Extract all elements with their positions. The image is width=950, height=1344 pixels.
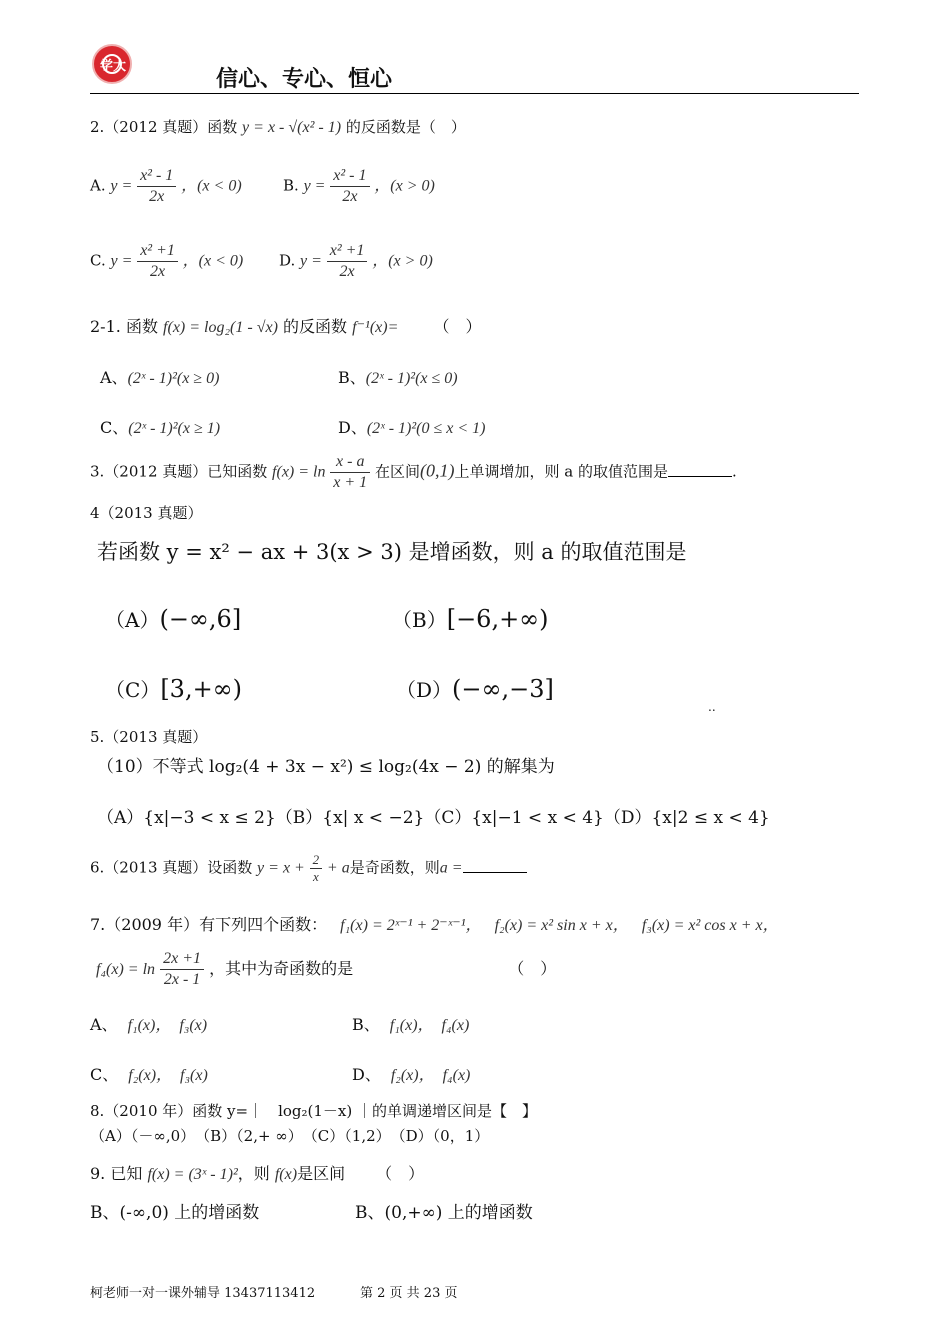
fraction: $\frac{\text{x² - 1}}{2x}$: [137, 166, 176, 207]
fraction: $\frac{\text{x² +1}}{2x}$: [137, 241, 178, 282]
q7-option-d[interactable]: D、 f₂(x)， f₄(x): [352, 1065, 471, 1084]
q4-option-a[interactable]: （A）(−∞,6]: [105, 605, 242, 633]
header-rule: [90, 93, 859, 94]
q7-option-b[interactable]: B、 f₁(x)， f₄(x): [352, 1015, 470, 1034]
q7-f4-line: f₄(x) = ln $\frac{2x +1}{2x - 1}$ ，其中为奇函数的是 （ ）: [96, 950, 557, 988]
q8-stem: 8.（2010 年）函数 y=｜ log₂(1－x) ｜的单调递增区间是【 】: [90, 1102, 537, 1120]
q4-option-c[interactable]: （C）[3,+∞): [105, 675, 243, 703]
q2-stem: 2.（2012 真题）函数 y = x - √(x² - 1) 的反函数是（ ）: [90, 118, 466, 136]
q7-option-c[interactable]: C、 f₂(x)， f₃(x): [90, 1065, 208, 1084]
q2-option-d[interactable]: D. y = $\frac{\text{x² +1}}{2x}$ ，(x > 0): [279, 242, 433, 280]
fraction: $\frac{2x +1}{2x - 1}$: [160, 949, 204, 990]
q2-option-b[interactable]: B. y = $\frac{\text{x² - 1}}{2x}$ ，(x > 0): [283, 167, 435, 205]
q5-stem: （10）不等式 log₂(4 + 3x − x²) ≤ log₂(4x − 2) 的解集为: [97, 757, 555, 777]
q4-option-b[interactable]: （B）[−6,+∞): [392, 605, 549, 633]
q2-1-option-b[interactable]: B、(2ˣ - 1)²(x ≤ 0): [338, 368, 458, 387]
header-title: 信心、专心、恒心: [216, 67, 393, 92]
footer-page-number: 第 2 页 共 23 页: [360, 1286, 458, 1301]
q2-1-stem: 2-1. 函数 f(x) = log₂(1 - √x) 的反函数 f⁻¹(x)= （ ）: [90, 317, 482, 336]
q7-option-a[interactable]: A、 f₁(x)， f₃(x): [90, 1015, 208, 1034]
q4-header: 4（2013 真题）: [90, 504, 203, 522]
q2-1-option-a[interactable]: A、(2ˣ - 1)²(x ≥ 0): [100, 368, 220, 387]
footer-contact: 柯老师一对一课外辅导 13437113412: [90, 1286, 316, 1301]
q5-options[interactable]: （A）{x|−3 < x ≤ 2}（B）{x| x < −2}（C）{x|−1 < x < 4}（D）{x|2 ≤ x < 4}: [97, 808, 770, 828]
q8-options[interactable]: （A）（－∞,0） （B）（2,+ ∞） （C）（1,2） （D）（0，1）: [90, 1127, 490, 1145]
q2-1-option-c[interactable]: C、(2ˣ - 1)²(x ≥ 1): [100, 418, 221, 437]
q2-option-a[interactable]: A. y = $\frac{\text{x² - 1}}{2x}$ ，(x < 0): [90, 167, 242, 205]
q2-1-option-d[interactable]: D、(2ˣ - 1)²(0 ≤ x < 1): [338, 418, 486, 437]
q4-option-d[interactable]: （D）(−∞,−3]: [396, 675, 554, 703]
answer-blank[interactable]: [463, 858, 527, 873]
q2-option-c[interactable]: C. y = $\frac{\text{x² +1}}{2x}$ ，(x < 0): [90, 242, 244, 280]
q5-header: 5.（2013 真题）: [90, 728, 208, 746]
q9-option-2[interactable]: B、(0,+∞) 上的增函数: [355, 1203, 533, 1223]
stray-dots: ..: [708, 700, 716, 714]
q3-stem: 3.（2012 真题）已知函数 f(x) = ln $\frac{x - a}{x + 1}$ 在区间(0,1)上单调增加，则 a 的取值范围是 .: [90, 453, 737, 491]
logo-text: 学大: [100, 59, 127, 74]
q9-stem: 9. 已知 f(x) = (3ˣ - 1)²，则 f(x)是区间 （ ）: [90, 1164, 425, 1183]
q6-stem: 6.（2013 真题）设函数 y = x + $\frac{2}{x}$ + a是奇函数，则a =: [90, 852, 527, 885]
q4-stem: 若函数 y = x² − ax + 3(x > 3) 是增函数，则 a 的取值范围是: [97, 540, 687, 564]
fraction: $\frac{\text{x² - 1}}{2x}$: [330, 166, 369, 207]
fraction: $\frac{2}{x}$: [310, 852, 323, 885]
fraction: $\frac{\text{x² +1}}{2x}$: [327, 241, 368, 282]
fraction: $\frac{x - a}{x + 1}$: [330, 452, 370, 493]
school-logo: [92, 44, 132, 84]
q9-option-1[interactable]: B、(-∞,0) 上的增函数: [90, 1203, 260, 1223]
answer-blank[interactable]: [668, 462, 732, 477]
q7-stem: 7.（2009 年）有下列四个函数： f₁(x) = 2ˣ⁻¹ + 2⁻ˣ⁻¹， f₂(x) = x² sin x + x， f₃(x) = x² cos x + x，: [90, 915, 779, 934]
